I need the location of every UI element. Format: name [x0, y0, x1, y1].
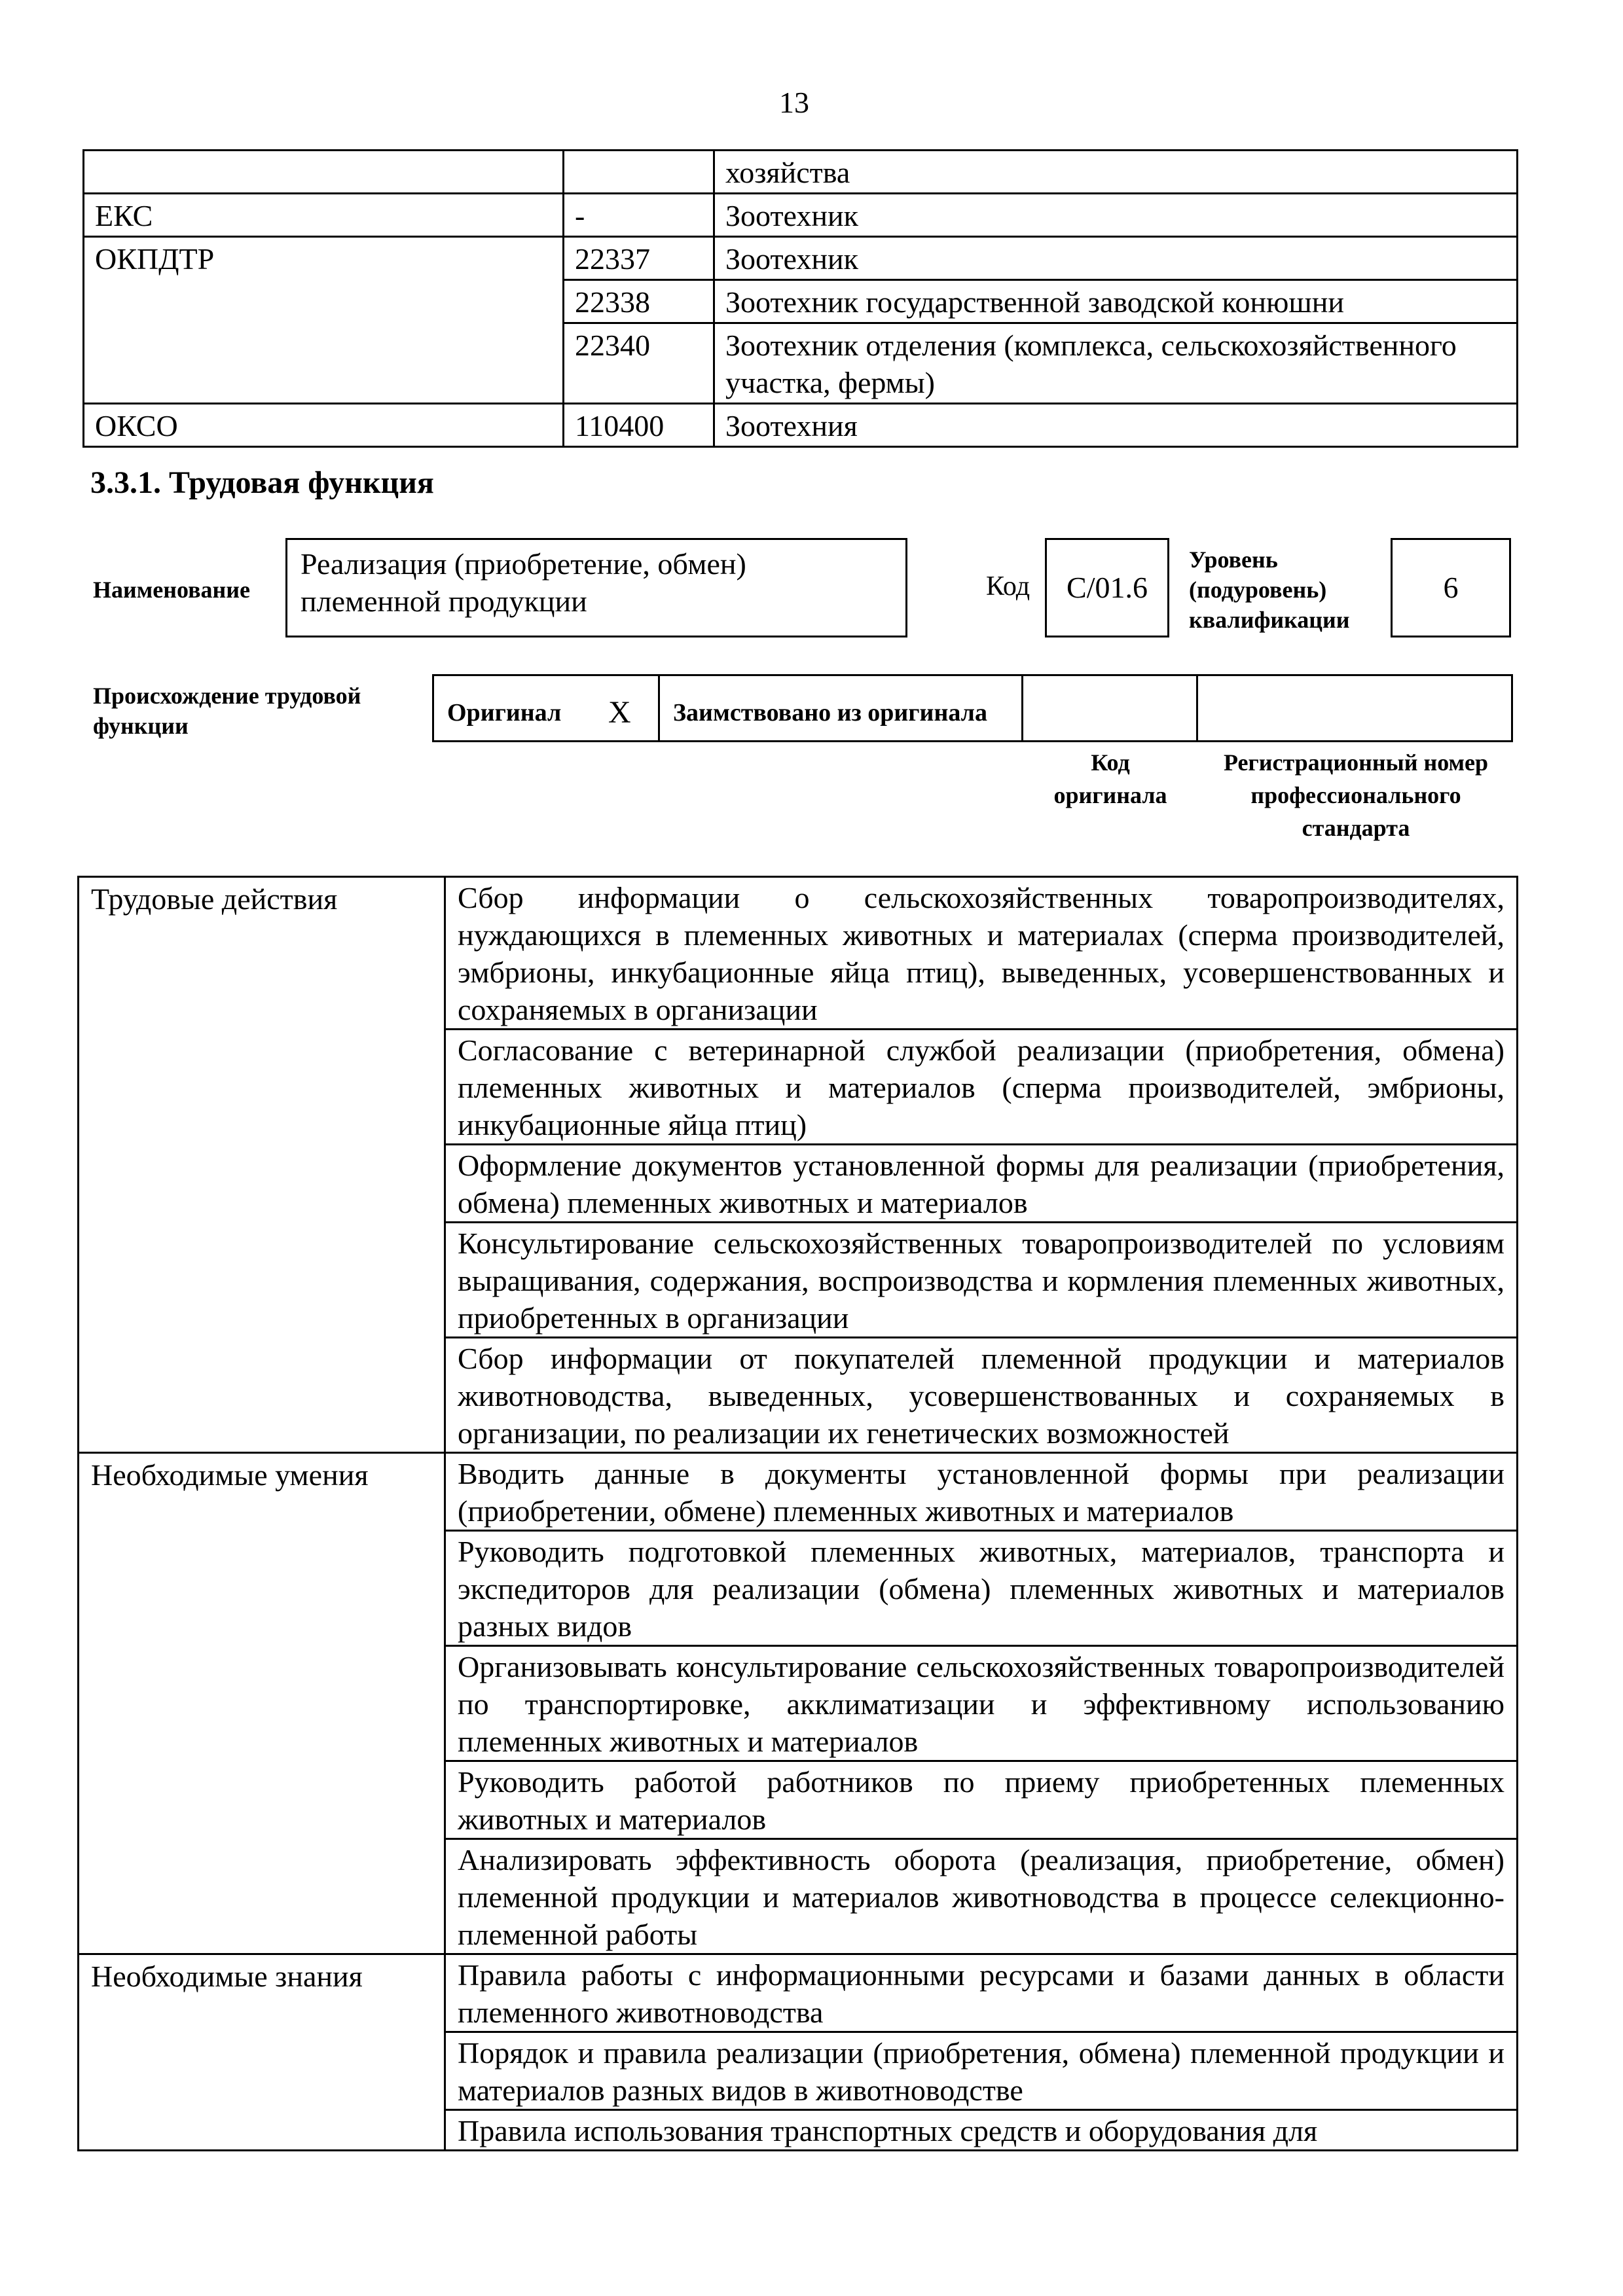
original-code-caption: Код оригинала — [1053, 749, 1167, 808]
borrowed-box — [658, 674, 1023, 742]
category-cell: Необходимые знания — [79, 1954, 445, 2151]
table-row — [79, 1453, 1518, 1531]
table-row — [79, 1954, 1518, 2032]
list-item: Консультирование сельскохозяйственных товаропроизводителей по условиям выращивания, содержания, воспроизводства и кормления племенных животных, приобретенных в организации — [445, 1223, 1518, 1338]
table-row — [84, 194, 1518, 237]
reg-number-caption: Регистрационный номер профессионального стандарта — [1223, 749, 1489, 841]
classifier-name: ОКПДТР — [84, 237, 564, 404]
list-item: Организовывать консультирование сельскохозяйственных товаропроизводителей по транспортировке, акклиматизации и эффективному использованию племенных животных и материалов — [445, 1646, 1518, 1761]
list-item: Вводить данные в документы установленной формы при реализации (приобретении, обмене) племенных животных и материалов — [445, 1453, 1518, 1531]
list-item: Правила работы с информационными ресурсами и базами данных в области племенного животноводства — [445, 1954, 1518, 2032]
classifier-code: - — [564, 194, 714, 237]
section-title: 3.3.1. Трудовая функция — [90, 465, 434, 500]
classifier-title: Зоотехник — [714, 237, 1518, 280]
page-number: 13 — [779, 86, 809, 119]
classifier-title: Зоотехник государственной заводской конюшни — [714, 280, 1518, 323]
origin-label: Происхождение трудовой функции — [93, 683, 361, 739]
category-cell: Необходимые умения — [79, 1453, 445, 1954]
name-label: Наименование — [93, 577, 250, 603]
classifier-name — [84, 151, 564, 194]
classifier-title: Зоотехник отделения (комплекса, сельскохозяйственного участка, фермы) — [714, 323, 1518, 404]
level-label: Уровень (подуровень) квалификации — [1189, 547, 1350, 633]
table-row — [84, 237, 1518, 280]
classifier-title: хозяйства — [714, 151, 1518, 194]
original-label: Оригинал — [447, 699, 562, 726]
list-item: Руководить подготовкой племенных животных, материалов, транспорта и экспедиторов для реализации (обмена) племенных животных и материалов разных видов — [445, 1531, 1518, 1646]
category-cell: Трудовые действия — [79, 877, 445, 1453]
classifier-code — [564, 151, 714, 194]
function-code-box — [1045, 538, 1169, 637]
classifier-name: ОКСО — [84, 404, 564, 447]
original-mark: X — [608, 695, 631, 730]
list-item: Анализировать эффективность оборота (реализация, приобретение, обмен) племенной продукции и материалов животноводства в процессе селекционно-племенной работы — [445, 1839, 1518, 1954]
function-name: Реализация (приобретение, обмен) племенной продукции — [301, 547, 746, 618]
list-item: Руководить работой работников по приему приобретенных племенных животных и материалов — [445, 1761, 1518, 1839]
function-level-box — [1391, 538, 1511, 637]
list-item: Согласование с ветеринарной службой реализации (приобретения, обмена) племенных животных и материалов (сперма производителей, эмбрионы, инкубационные яйца птиц) — [445, 1030, 1518, 1145]
classifier-title: Зоотехник — [714, 194, 1518, 237]
classifier-table — [82, 149, 1518, 448]
classifier-code: 22338 — [564, 280, 714, 323]
classifier-code: 110400 — [564, 404, 714, 447]
list-item: Правила использования транспортных средств и оборудования для — [445, 2110, 1518, 2151]
table-row — [79, 877, 1518, 1030]
list-item: Оформление документов установленной формы для реализации (приобретения, обмена) племенных животных и материалов — [445, 1145, 1518, 1223]
list-item: Сбор информации от покупателей племенной продукции и материалов животноводства, выведенных, усовершенствованных и сохраняемых в организации, по реализации их генетических возможностей — [445, 1338, 1518, 1453]
table-row — [84, 151, 1518, 194]
function-level: 6 — [1443, 571, 1459, 604]
table-row — [84, 404, 1518, 447]
list-item: Сбор информации о сельскохозяйственных товаропроизводителях, нуждающихся в племенных животных и материалах (сперма производителей, эмбрионы, инкубационные яйца птиц), выведенных, усовершенствованных и сохраняемых в организации — [445, 877, 1518, 1030]
classifier-code: 22337 — [564, 237, 714, 280]
function-name-box — [285, 538, 907, 637]
classifier-name: ЕКС — [84, 194, 564, 237]
function-characteristics-table — [77, 876, 1518, 2151]
original-code-box — [1021, 674, 1198, 742]
reg-number-box — [1196, 674, 1513, 742]
list-item: Порядок и правила реализации (приобретения, обмена) племенной продукции и материалов разных видов в животноводстве — [445, 2032, 1518, 2110]
function-code: С/01.6 — [1067, 571, 1148, 604]
borrowed-label: Заимствовано из оригинала — [673, 699, 987, 726]
classifier-code: 22340 — [564, 323, 714, 404]
original-box — [432, 674, 660, 742]
code-label: Код — [986, 571, 1030, 601]
classifier-title: Зоотехния — [714, 404, 1518, 447]
